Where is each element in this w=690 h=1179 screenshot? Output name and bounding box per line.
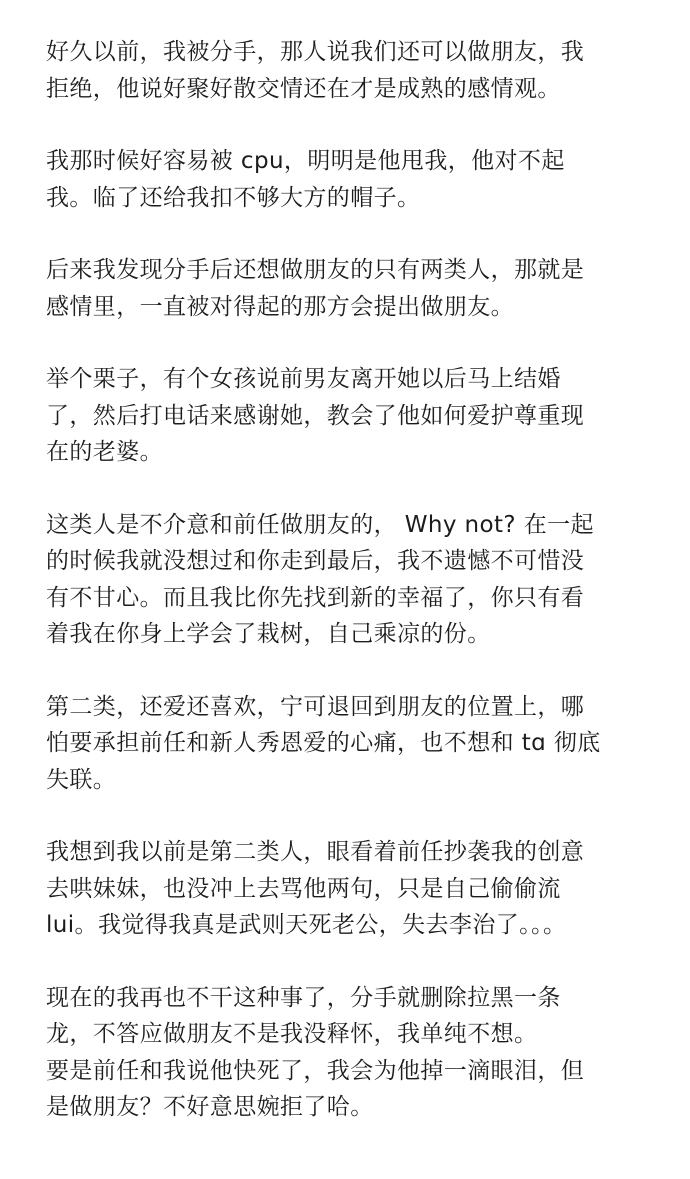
text-line: 要是前任和我说他快死了，我会为他掉一滴眼泪，但 <box>46 1057 585 1084</box>
paragraph-3 <box>46 252 656 325</box>
text-line: 是做朋友？不好意思婉拒了哈。 <box>46 1094 374 1120</box>
text-line: 龙，不答应做朋友不是我没释怀，我单纯不想。 <box>46 1021 538 1047</box>
text-line: 感情里，一直被对得起的那方会提出做朋友。 <box>46 293 514 320</box>
text-line: 去哄妹妹，也没冲上去骂他两句，只是自己偷偷流 <box>46 875 561 902</box>
text-line: 后来我发现分手后还想做朋友的只有两类人，那就是 <box>46 257 585 283</box>
text-line: 拒绝，他说好聚好散交情还在才是成熟的感情观。 <box>46 75 561 102</box>
paragraph-4 <box>46 361 656 471</box>
paragraph-6 <box>46 689 656 799</box>
text-line: 第二类，还爱还喜欢，宁可退回到朋友的位置上，哪 <box>46 693 585 720</box>
text-line: 我想到我以前是第二类人，眼看着前任抄袭我的创意 <box>46 839 585 865</box>
text-line: 好久以前，我被分手，那人说我们还可以做朋友，我 <box>46 39 585 65</box>
paragraph-7 <box>46 834 656 944</box>
text-line: 的时候我就没想过和你走到最后，我不遗憾不可惜没 <box>46 548 585 574</box>
paragraph-1 <box>46 34 656 107</box>
paragraph-8 <box>46 980 656 1126</box>
text-line: 现在的我再也不干这种事了，分手就删除拉黑一条 <box>46 984 561 1011</box>
text-line: 我那时候好容易被 cpu，明明是他甩我，他对不起 <box>46 148 565 174</box>
text-line: 了，然后打电话来感谢她，教会了他如何爱护尊重现 <box>46 402 585 429</box>
text-line: 怕要承担前任和新人秀恩爱的心痛，也不想和 tɑ 彻底 <box>46 730 601 756</box>
text-line: 我。临了还给我扣不够大方的帽子。 <box>46 184 421 211</box>
text-line: 这类人是不介意和前任做朋友的， Why not? 在一起 <box>46 511 594 538</box>
text-line: 着我在你身上学会了栽树，自己乘凉的份。 <box>46 621 491 647</box>
text-line: 举个栗子，有个女孩说前男友离开她以后马上结婚 <box>46 366 561 392</box>
paragraph-5 <box>46 507 656 653</box>
text-line: 有不甘心。而且我比你先找到新的幸福了，你只有看 <box>46 584 585 611</box>
article-body <box>46 34 656 1162</box>
text-line: 在的老婆。 <box>46 439 163 465</box>
text-line: lui。我觉得我真是武则天死老公，失去李治了。。。 <box>46 912 567 938</box>
paragraph-2 <box>46 143 656 216</box>
text-line: 失联。 <box>46 766 117 793</box>
